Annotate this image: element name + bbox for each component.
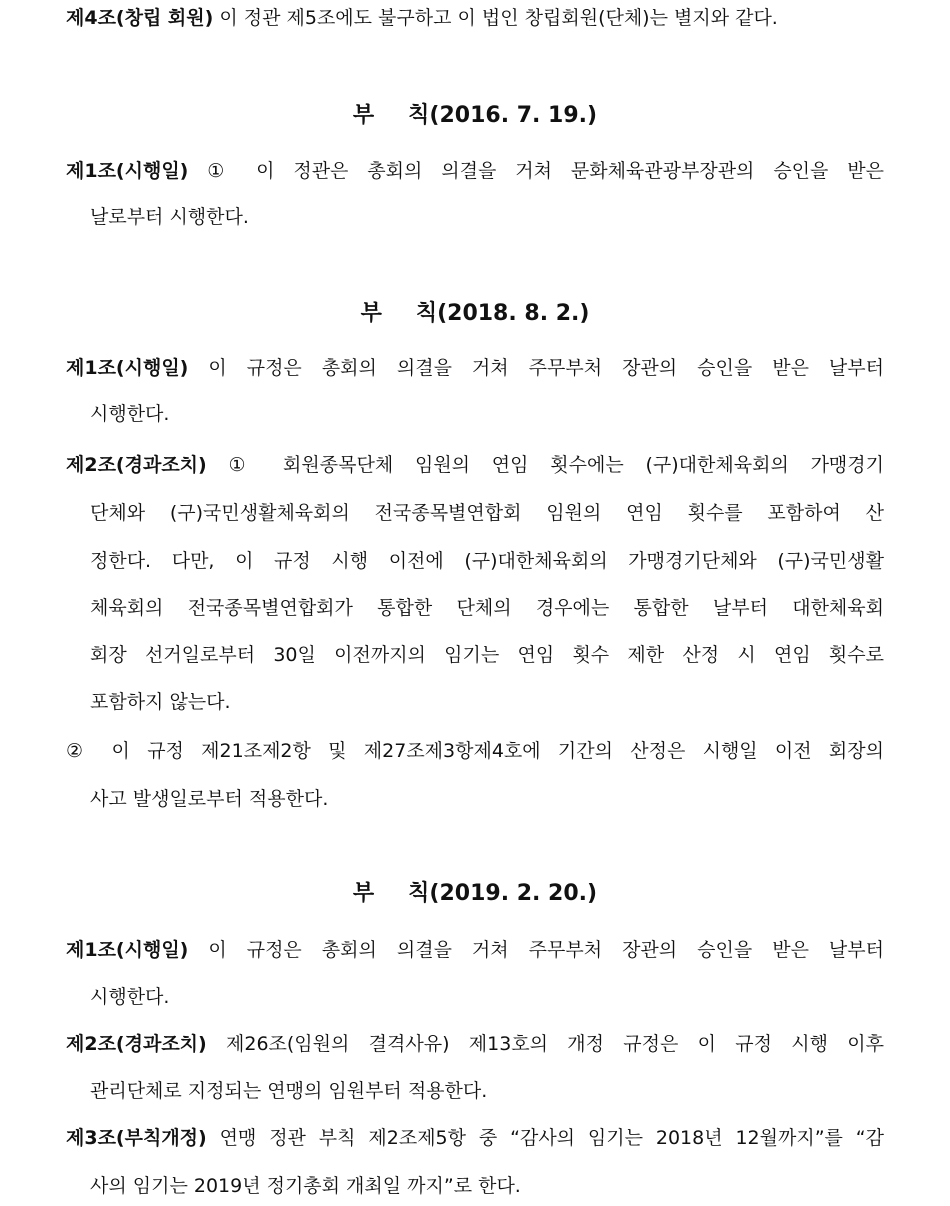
addendum-2019-article-2-line-2: 관리단체로 지정되는 연맹의 임원부터 적용한다. [90, 1080, 488, 1102]
addendum-2019-article-2-line-1 [66, 1030, 884, 1058]
article-text: 이 규정은 총회의 의결을 거쳐 주무부처 장관의 승인을 받은 날부터 [188, 939, 884, 961]
addendum-bu: 부 [360, 301, 382, 326]
article-text: 이 규정은 총회의 의결을 거쳐 주무부처 장관의 승인을 받은 날부터 [188, 357, 884, 379]
article-4-line-1 [66, 4, 884, 32]
addendum-2018-article-2-line-2: 단체와 (구)국민생활체육회의 전국종목별연합회 임원의 연임 횟수를 포함하여 산 [90, 502, 884, 524]
addendum-2018-article-2-line-1 [66, 451, 884, 479]
addendum-heading-2019 [0, 879, 950, 909]
article-label: 제3조(부칙개정) [66, 1127, 207, 1149]
addendum-bu: 부 [352, 881, 375, 906]
addendum-chik-date: 칙(2016. 7. 19.) [408, 103, 598, 128]
addendum-2016-article-1-line-2: 날로부터 시행한다. [90, 206, 249, 228]
addendum-chik-date: 칙(2019. 2. 20.) [408, 881, 598, 906]
addendum-2018-article-1-line-2: 시행한다. [90, 403, 170, 425]
addendum-2019-article-1-line-2: 시행한다. [90, 986, 170, 1008]
addendum-chik-date: 칙(2018. 8. 2.) [415, 301, 590, 326]
addendum-2019-article-1-line-1 [66, 936, 884, 964]
article-text: ① 회원종목단체 임원의 연임 횟수에는 (구)대한체육회의 가맹경기 [206, 454, 884, 476]
addendum-2018-article-2-line-3: 정한다. 다만, 이 규정 시행 이전에 (구)대한체육회의 가맹경기단체와 (구)국민생활 [90, 550, 884, 572]
article-text: ① 이 정관은 총회의 의결을 거쳐 문화체육관광부장관의 승인을 받은 [188, 160, 884, 182]
addendum-2016-article-1-line-1 [66, 157, 884, 185]
addendum-2019-article-3-line-1 [66, 1124, 884, 1152]
addendum-2018-article-2-line-4: 체육회의 전국종목별연합회가 통합한 단체의 경우에는 통합한 날부터 대한체육회 [90, 597, 884, 619]
article-label: 제2조(경과조치) [66, 1033, 207, 1055]
addendum-2018-article-2-para-2-line-2: 사고 발생일로부터 적용한다. [90, 788, 329, 810]
addendum-bu: 부 [352, 103, 375, 128]
article-label: 제1조(시행일) [66, 160, 189, 182]
article-4-text: 이 정관 제5조에도 불구하고 이 법인 창립회원(단체)는 별지와 같다. [213, 7, 778, 29]
addendum-heading-2018 [0, 299, 950, 329]
addendum-2019-article-3-line-2: 사의 임기는 2019년 정기총회 개최일 까지”로 한다. [90, 1175, 521, 1197]
addendum-2018-article-1-line-1 [66, 354, 884, 382]
addendum-heading-2016 [0, 101, 950, 131]
article-text: 연맹 정관 부칙 제2조제5항 중 “감사의 임기는 2018년 12월까지”를 “감 [206, 1127, 884, 1149]
article-4-label: 제4조(창립 회원) [66, 7, 214, 29]
addendum-2018-article-2-line-6: 포함하지 않는다. [90, 691, 231, 713]
addendum-2018-article-2-para-2-line-1: ② 이 규정 제21조제2항 및 제27조제3항제4호에 기간의 산정은 시행일 이전 회장의 [66, 740, 884, 762]
article-text: 제26조(임원의 결격사유) 제13호의 개정 규정은 이 규정 시행 이후 [206, 1033, 884, 1055]
addendum-2018-article-2-line-5: 회장 선거일로부터 30일 이전까지의 임기는 연임 횟수 제한 산정 시 연임 횟수로 [90, 644, 884, 666]
article-label: 제2조(경과조치) [66, 454, 207, 476]
article-label: 제1조(시행일) [66, 939, 189, 961]
article-label: 제1조(시행일) [66, 357, 189, 379]
